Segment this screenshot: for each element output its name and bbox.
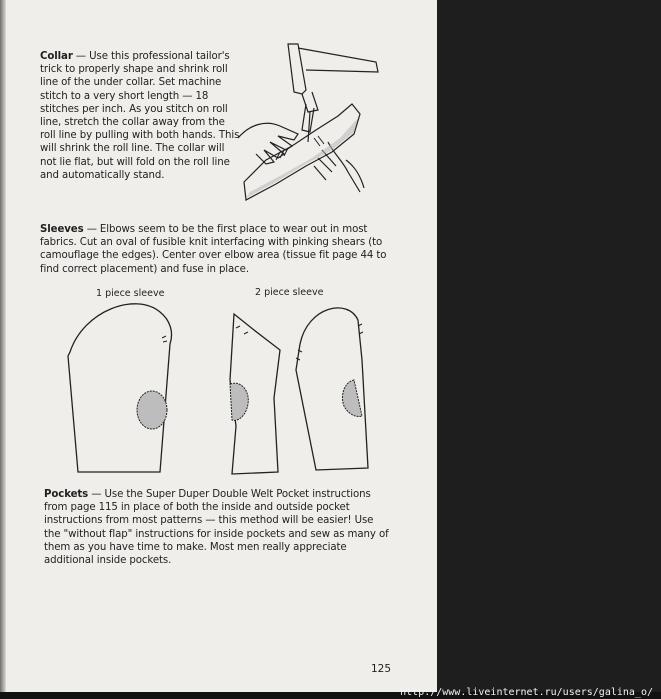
one-piece-sleeve-illustration bbox=[66, 300, 182, 478]
scan-background bbox=[437, 0, 661, 699]
collar-text: — Use this professional tailor's trick to properly shape and shrink roll line of the under collar. Set machine stitch to a very short length — 18 stitches per inch. As you stitch on roll line, stretch the collar away from the roll line by pulling with both hands. This will shrink the roll line. The collar will not lie flat, but will fold on the roll line and automatically stand. bbox=[40, 51, 240, 181]
sleeve-outline bbox=[68, 304, 172, 472]
machine-arm bbox=[298, 48, 378, 72]
collar-heading: Collar bbox=[40, 51, 73, 62]
presser-foot bbox=[302, 104, 314, 132]
two-piece-sleeve-caption: 2 piece sleeve bbox=[255, 287, 324, 298]
sleeves-text: — Elbows seem to be the first place to wear out in most fabrics. Cut an oval of fusible knit interfacing with pinking shears (to camouflage the edges). Center over elbow area (tissue fit page 44 to find correct placement) and fuse in place. bbox=[40, 224, 387, 275]
upper-sleeve-illustration bbox=[292, 300, 372, 476]
sewing-machine-illustration bbox=[236, 42, 386, 202]
upper-sleeve-patch bbox=[342, 380, 362, 417]
collar-paragraph bbox=[40, 50, 240, 182]
page-number: 125 bbox=[371, 663, 392, 675]
under-sleeve-patch bbox=[230, 383, 248, 420]
elbow-patch bbox=[137, 391, 167, 429]
watermark-url[interactable]: http://www.liveinternet.ru/users/galina_o/ bbox=[400, 687, 653, 698]
sleeves-paragraph bbox=[40, 223, 388, 276]
sleeves-heading: Sleeves bbox=[40, 224, 84, 235]
collar-piece bbox=[244, 104, 360, 200]
pockets-text: — Use the Super Duper Double Welt Pocket instructions from page 115 in place of both the inside and outside pocket instructions from most patterns — this method will be easier! Use the "without flap" instructions for inside pockets and sew as many of them as you have time to make. Most men really appreciate additional inside pockets. bbox=[44, 489, 389, 567]
machine-head bbox=[288, 44, 306, 94]
pockets-heading: Pockets bbox=[44, 489, 89, 500]
pockets-paragraph bbox=[44, 488, 392, 567]
under-sleeve-illustration bbox=[224, 310, 288, 476]
page-edge-shadow bbox=[0, 0, 6, 692]
one-piece-sleeve-caption: 1 piece sleeve bbox=[96, 288, 165, 299]
upper-sleeve-outline bbox=[296, 308, 368, 470]
left-hand bbox=[238, 123, 298, 164]
